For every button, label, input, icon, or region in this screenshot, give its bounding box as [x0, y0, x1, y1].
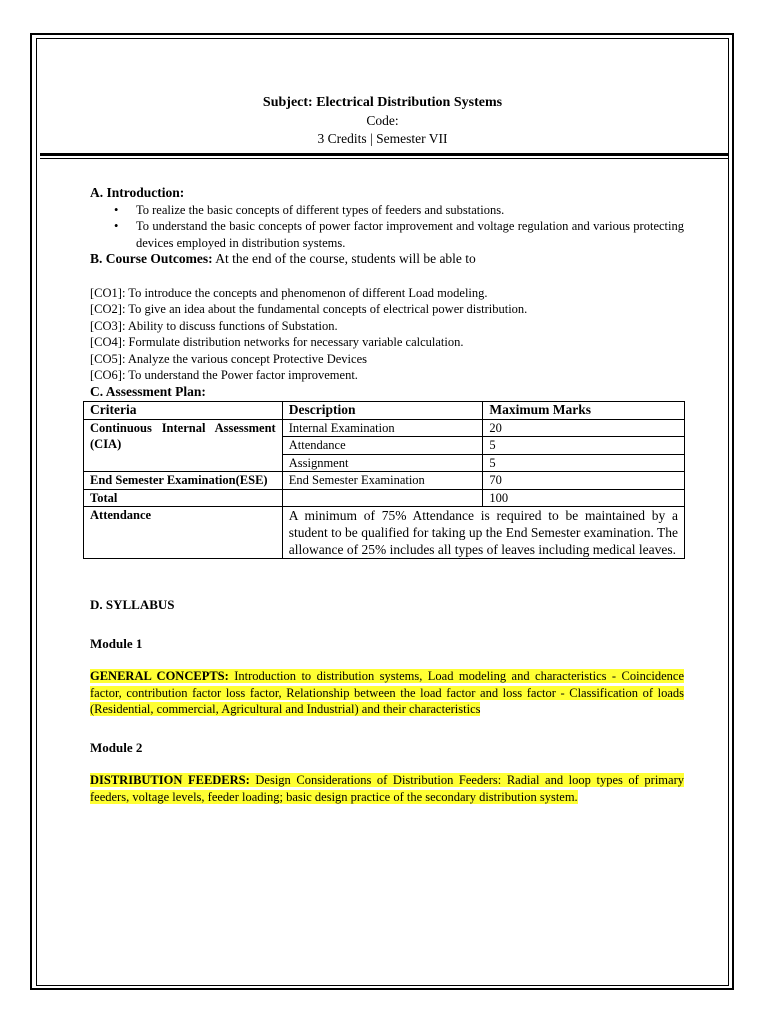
- attendance-label-cell: Attendance: [84, 507, 283, 559]
- column-header-criteria: Criteria: [84, 402, 283, 420]
- introduction-list: [90, 202, 684, 252]
- table-row: [84, 489, 685, 507]
- description-cell: End Semester Examination: [282, 472, 483, 490]
- header-rule: [40, 153, 728, 156]
- module-text: Design Considerations of Distribution Feeders: Radial and loop types of primary feeders, voltage levels, feeder loading; basic design practice of the secondary distribution system.: [90, 773, 684, 804]
- marks-cell: 5: [483, 454, 685, 472]
- header-rule-thin: [40, 158, 728, 159]
- course-outcome-item: [CO4]: Formulate distribution networks for necessary variable calculation.: [90, 335, 464, 349]
- column-header-description: Description: [282, 402, 483, 420]
- table-row: [84, 507, 685, 559]
- course-outcome-item: [CO6]: To understand the Power factor improvement.: [90, 368, 358, 382]
- introduction-heading: A. Introduction:: [90, 185, 185, 200]
- table-header-row: [84, 402, 685, 420]
- course-outcome-item: [CO1]: To introduce the concepts and phenomenon of different Load modeling.: [90, 285, 488, 300]
- module-description: [90, 772, 684, 805]
- module-text: Introduction to distribution systems, Load modeling and characteristics - Coincidence factor, contribution factor loss factor, Relationship between the load factor and loss factor - Classification of loads (Residential, commercial, Agricultural and Industrial) and their characteristics: [90, 669, 684, 716]
- marks-cell: 100: [483, 489, 685, 507]
- course-outcome-item: [CO5]: Analyze the various concept Protective Devices: [90, 351, 367, 366]
- ese-criteria-label: End Semester Examination(ESE): [90, 473, 268, 487]
- marks-cell: 5: [483, 437, 685, 455]
- assessment-table: [83, 401, 685, 559]
- ese-criteria-cell: [84, 472, 283, 490]
- credits-semester: 3 Credits | Semester VII: [317, 131, 448, 146]
- document-body: [90, 185, 684, 805]
- module-topic: DISTRIBUTION FEEDERS:: [90, 773, 250, 787]
- column-header-marks: Maximum Marks: [483, 402, 685, 420]
- cia-criteria-label: Continuous Internal Assessment (CIA): [90, 420, 276, 451]
- description-cell: Assignment: [282, 454, 483, 472]
- table-row: [84, 472, 685, 490]
- cia-criteria-cell: [84, 419, 283, 472]
- module-topic: GENERAL CONCEPTS:: [90, 669, 229, 683]
- course-code: Code:: [366, 113, 399, 128]
- course-outcomes-heading: [90, 251, 684, 268]
- course-outcome-item: [CO3]: Ability to discuss functions of Substation.: [90, 318, 338, 333]
- module-description: [90, 668, 684, 718]
- course-outcomes-label: B. Course Outcomes:: [90, 251, 213, 266]
- module-title: Module 2: [90, 739, 143, 755]
- description-cell: Attendance: [282, 437, 483, 455]
- introduction-bullet: • To realize the basic concepts of different types of feeders and substations.: [136, 202, 684, 219]
- description-cell: [282, 489, 483, 507]
- marks-cell: 70: [483, 472, 685, 490]
- attendance-policy-cell: A minimum of 75% Attendance is required to be maintained by a student to be qualified for taking up the End Semester examination. The allowance of 25% includes all types of leaves including medical leaves.: [282, 507, 684, 559]
- marks-cell: 20: [483, 419, 685, 437]
- table-row: [84, 419, 685, 437]
- subject-title: Subject: Electrical Distribution Systems: [262, 95, 503, 110]
- syllabus-heading: D. SYLLABUS: [90, 597, 175, 612]
- description-cell: Internal Examination: [282, 419, 483, 437]
- module-title: Module 1: [90, 635, 143, 651]
- assessment-heading: C. Assessment Plan:: [90, 383, 206, 399]
- course-outcomes-lead: At the end of the course, students will be able to: [212, 251, 476, 266]
- total-label-cell: Total: [84, 489, 283, 507]
- document-header: [36, 94, 729, 148]
- course-outcome-item: [CO2]: To give an idea about the fundamental concepts of electrical power distribution.: [90, 302, 528, 316]
- introduction-bullet: • To understand the basic concepts of power factor improvement and voltage regulation and various protecting devices employed in distribution systems.: [136, 218, 684, 251]
